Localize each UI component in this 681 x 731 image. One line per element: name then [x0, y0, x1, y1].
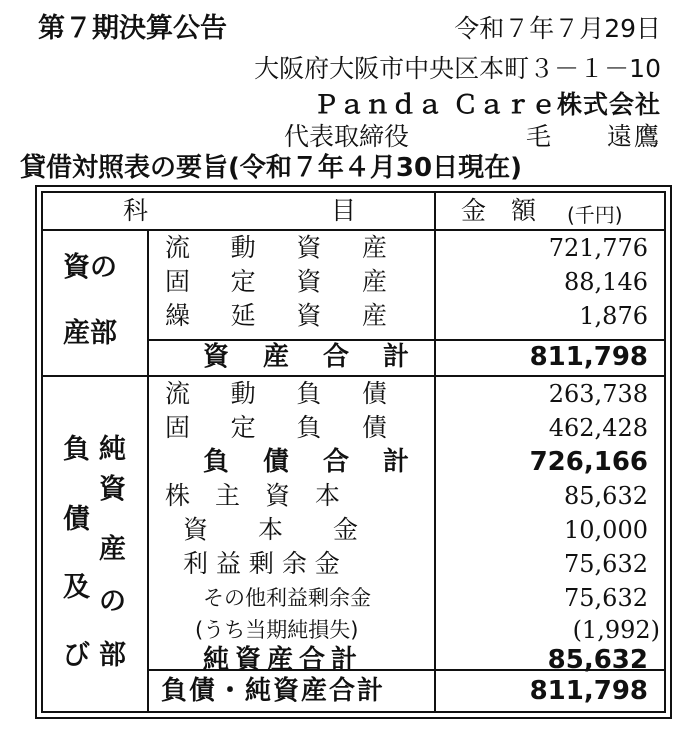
amount-divider: [434, 193, 436, 711]
balance-sheet-title: 貸借対照表の要旨(令和７年４月30日現在): [20, 153, 522, 183]
balance-sheet-table: [35, 185, 672, 719]
liab-section-char-4: び: [63, 640, 90, 671]
header-amount: 金 額: [461, 196, 537, 225]
assets-row-fixed-value: 88,146: [564, 268, 648, 296]
equity-row-net-loss-value: (1,992): [572, 616, 660, 644]
section-divider: [147, 231, 149, 711]
equity-row-other-retained: その他利益剰余金: [203, 586, 371, 610]
liab-section-char-7: 産: [99, 534, 126, 565]
liab-row-fixed: 固 定 負 債: [165, 413, 387, 442]
assets-row-fixed: 固 定 資 産: [165, 267, 387, 296]
company-name: Ｐａｎｄａ Ｃａｒｅ株式会社: [313, 90, 661, 119]
assets-row-current-value: 721,776: [548, 234, 648, 262]
representative-name: 毛 遠鷹: [525, 122, 661, 151]
assets-row-deferred: 繰 延 資 産: [165, 301, 387, 330]
header-unit: (千円): [567, 203, 623, 227]
liab-section-char-2: 債: [63, 504, 90, 535]
assets-total-label: 資 産 合 計: [203, 342, 409, 372]
liab-row-current-value: 263,738: [548, 380, 648, 408]
liab-total-label: 負 債 合 計: [203, 447, 409, 477]
assets-row-deferred-value: 1,876: [579, 302, 648, 330]
equity-row-capital-value: 10,000: [564, 516, 648, 544]
assets-liab-rule: [43, 375, 664, 377]
representative-title: 代表取締役: [284, 122, 410, 151]
equity-row-shareholders-value: 85,632: [564, 482, 648, 510]
liab-row-fixed-value: 462,428: [548, 414, 648, 442]
grand-total-label: 負債・純資産合計: [161, 676, 386, 706]
equity-total-value: 85,632: [547, 645, 648, 675]
liab-section-char-9: 部: [99, 640, 126, 671]
equity-total-label: 純資産合計: [203, 645, 364, 675]
assets-total-value: 811,798: [529, 342, 648, 372]
equity-row-net-loss: (うち当期純損失): [195, 618, 359, 642]
table-inner-border: [41, 191, 666, 713]
equity-row-retained-value: 75,632: [564, 550, 648, 578]
assets-subtotal-rule: [147, 339, 664, 341]
company-address: 大阪府大阪市中央区本町３－１－10: [254, 54, 661, 83]
grand-total-value: 811,798: [529, 676, 648, 706]
equity-row-other-retained-value: 75,632: [564, 584, 648, 612]
assets-row-current: 流 動 資 産: [165, 233, 387, 262]
equity-row-shareholders: 株 主 資 本: [165, 481, 341, 510]
liab-section-char-6: 資: [99, 474, 126, 505]
equity-row-capital: 資 本 金: [183, 515, 359, 544]
notice-date: 令和７年７月29日: [454, 14, 661, 43]
notice-title: 第７期決算公告: [38, 13, 227, 44]
liab-section-char-8: の: [99, 586, 126, 617]
liab-section-char-1: 負: [63, 434, 90, 465]
header-item-2: 目: [331, 196, 357, 225]
assets-section-label-2: 産部: [63, 318, 117, 349]
liab-section-char-3: 及: [63, 572, 90, 603]
liab-row-current: 流 動 負 債: [165, 379, 387, 408]
liab-total-value: 726,166: [529, 447, 648, 477]
header-item-1: 科: [123, 196, 149, 225]
assets-section-label-1: 資の: [63, 252, 117, 283]
equity-row-retained: 利 益 剰 余 金: [183, 549, 340, 578]
liab-section-char-5: 純: [99, 434, 126, 465]
